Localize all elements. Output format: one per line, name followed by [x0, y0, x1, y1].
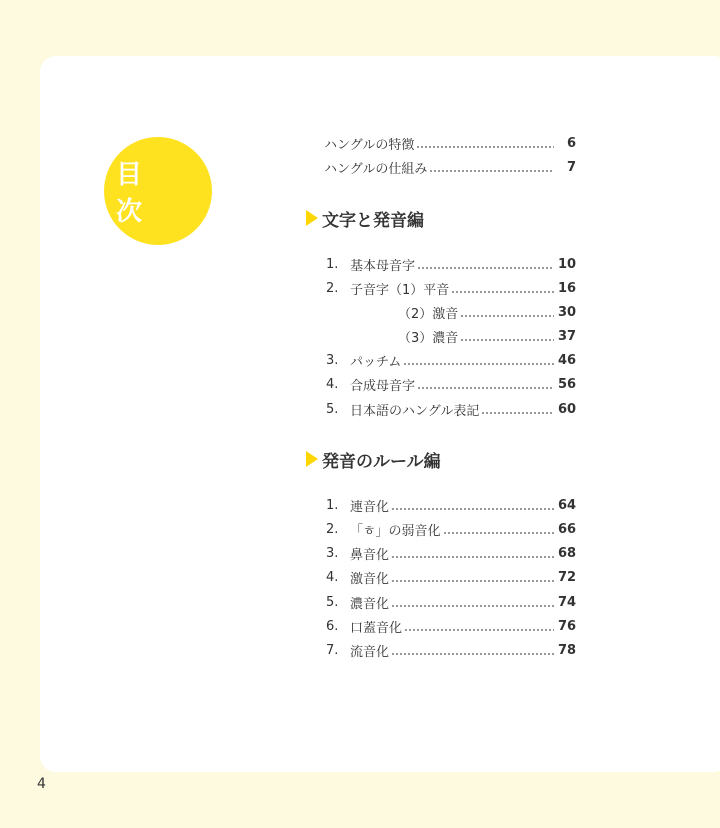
leader-dots — [481, 412, 554, 414]
toc-entry-title: 基本母音字 — [350, 258, 416, 274]
leader-dots — [404, 629, 554, 631]
leader-dots — [416, 146, 554, 148]
toc-entry-title: 激音化 — [350, 571, 390, 587]
section-title: 文字と発音編 — [322, 210, 424, 231]
leader-dots — [391, 556, 554, 558]
leader-dots — [417, 387, 554, 389]
toc-entry[interactable] — [324, 254, 576, 274]
leader-dots — [391, 580, 554, 582]
toc-entry-title: 連音化 — [350, 499, 390, 515]
leader-dots — [391, 653, 554, 655]
toc-entry-page: 68 — [558, 545, 577, 561]
toc-entry[interactable] — [324, 302, 576, 322]
toc-entry-page: 37 — [558, 328, 577, 344]
toc-entry-number: 1. — [326, 497, 339, 513]
toc-entry-page: 46 — [558, 352, 577, 368]
leader-dots — [443, 532, 554, 534]
toc-entry[interactable] — [324, 374, 576, 394]
toc-entry-page: 78 — [558, 642, 577, 658]
toc-entry-page: 6 — [566, 135, 576, 151]
toc-entry-title: ハングルの特徴 — [324, 137, 415, 153]
toc-entry-title: （2）激音 — [398, 306, 459, 322]
toc-entry-title: 鼻音化 — [350, 547, 390, 563]
toc-entry-page: 56 — [558, 376, 577, 392]
toc-entry[interactable] — [324, 519, 576, 539]
toc-entry-title: パッチム — [350, 354, 402, 370]
toc-entry-number: 3. — [326, 545, 339, 561]
section-title: 発音のルール編 — [322, 451, 441, 472]
leader-dots — [417, 267, 554, 269]
toc-entry[interactable] — [324, 399, 576, 419]
toc-entry-page: 10 — [558, 256, 577, 272]
toc-entry-page: 66 — [558, 521, 577, 537]
section-heading — [306, 447, 441, 471]
toc-entry-page: 16 — [558, 280, 577, 296]
leader-dots — [429, 170, 554, 172]
toc-entry-title: 「ㅎ」の弱音化 — [350, 523, 441, 539]
leader-dots — [460, 315, 554, 317]
toc-entry-number: 6. — [326, 618, 339, 634]
toc-entry-number: 5. — [326, 401, 339, 417]
toc-entry[interactable] — [324, 543, 576, 563]
toc-entry[interactable] — [324, 278, 576, 298]
toc-entry-title: 流音化 — [350, 644, 390, 660]
toc-entry-title: 日本語のハングル表記 — [350, 403, 480, 419]
triangle-marker-icon — [306, 451, 318, 467]
toc-badge-label: 目 次 — [116, 160, 155, 227]
leader-dots — [403, 363, 554, 365]
toc-entry-number: 2. — [326, 280, 339, 296]
toc-entry[interactable] — [324, 157, 576, 177]
toc-entry-number: 5. — [326, 594, 339, 610]
toc-entry[interactable] — [324, 567, 576, 587]
toc-entry[interactable] — [324, 616, 576, 636]
leader-dots — [391, 508, 554, 510]
toc-entry-number: 7. — [326, 642, 339, 658]
toc-entry-number: 4. — [326, 569, 339, 585]
toc-entry-number: 2. — [326, 521, 339, 537]
section-heading — [306, 206, 424, 230]
toc-entry-page: 7 — [566, 159, 576, 175]
toc-entry-page: 30 — [558, 304, 577, 320]
toc-entry-page: 60 — [558, 401, 577, 417]
toc-entry-number: 1. — [326, 256, 339, 272]
toc-entry-title: （3）濃音 — [398, 330, 459, 346]
toc-entry-number: 3. — [326, 352, 339, 368]
leader-dots — [451, 291, 554, 293]
toc-entry[interactable] — [324, 640, 576, 660]
toc-entry-title: 合成母音字 — [350, 378, 416, 394]
toc-entry-title: 口蓋音化 — [350, 620, 403, 636]
toc-entry-title: 子音字（1）平音 — [350, 282, 450, 298]
toc-entry[interactable] — [324, 133, 576, 153]
page-number: 4 — [37, 776, 46, 792]
leader-dots — [460, 339, 554, 341]
triangle-marker-icon — [306, 210, 318, 226]
toc-entry-page: 64 — [558, 497, 577, 513]
leader-dots — [391, 605, 554, 607]
toc-entry[interactable] — [324, 495, 576, 515]
toc-entry[interactable] — [324, 592, 576, 612]
toc-entry-page: 76 — [558, 618, 577, 634]
toc-entry-title: 濃音化 — [350, 596, 390, 612]
toc-entry[interactable] — [324, 326, 576, 346]
toc-entry-title: ハングルの仕組み — [324, 161, 428, 177]
toc-entry-number: 4. — [326, 376, 339, 392]
toc-entry-page: 72 — [558, 569, 577, 585]
toc-entry-page: 74 — [558, 594, 577, 610]
toc-entry[interactable] — [324, 350, 576, 370]
